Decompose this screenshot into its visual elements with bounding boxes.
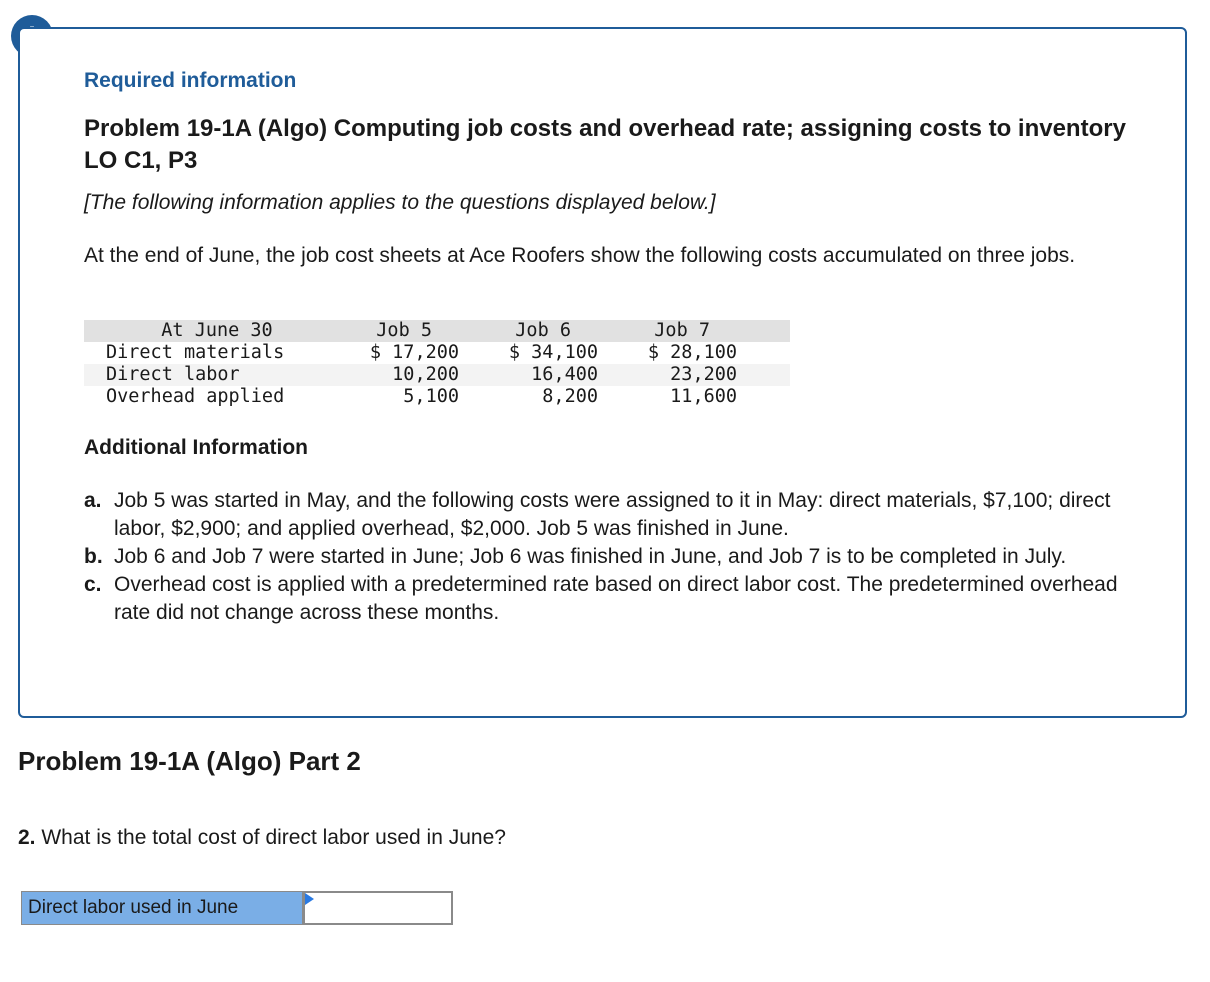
list-item-text: Overhead cost is applied with a predetermined rate based on direct labor cost. The predetermined overhead rate did not change across these months. [114,573,1118,624]
list-item-letter: b. [84,545,103,568]
row-label: Overhead applied [106,386,285,407]
table-header-row [84,320,790,342]
table-header-cell: Job 6 [515,320,571,341]
question-number: 2. [18,826,36,849]
table-cell: 16,400 [531,364,598,385]
table-header-cell: Job 5 [376,320,432,341]
row-label: Direct materials [106,342,285,363]
list-item [84,487,1154,543]
additional-information-heading: Additional Information [84,436,308,459]
table-cell: $ 28,100 [647,342,737,363]
part-title: Problem 19-1A (Algo) Part 2 [18,746,361,776]
intro-text: At the end of June, the job cost sheets at Ace Roofers show the following costs accumulated on three jobs. [84,244,1076,267]
table-cell: $ 34,100 [508,342,598,363]
table-cell: $ 17,200 [369,342,459,363]
required-information-heading: Required information [84,69,297,92]
table-header-cell: At June 30 [161,320,273,341]
list-item [84,543,1154,571]
answer-row [21,891,453,925]
required-information-panel [18,27,1187,718]
job-cost-table [84,320,790,408]
input-flag-icon [305,893,314,905]
answer-label: Direct labor used in June [21,891,303,925]
table-row [84,386,790,408]
list-item-text: Job 6 and Job 7 were started in June; Job 6 was finished in June, and Job 7 is to be completed in July. [114,545,1067,568]
table-cell: 5,100 [403,386,459,407]
table-cell: 10,200 [392,364,459,385]
answer-input-wrapper [303,891,453,925]
list-item [84,571,1154,627]
list-item-letter: c. [84,573,102,596]
table-header-cell: Job 7 [654,320,710,341]
table-row [84,342,790,364]
applies-note: [The following information applies to the questions displayed below.] [84,191,716,214]
problem-title: Problem 19-1A (Algo) Computing job costs and overhead rate; assigning costs to inventory LO C1, P3 [84,115,1126,174]
question-text: What is the total cost of direct labor used in June? [41,826,506,849]
question [18,826,506,850]
list-item-text: Job 5 was started in May, and the following costs were assigned to it in May: direct materials, $7,100; direct labor, $2,900; and applied overhead, $2,000. Job 5 was finished in June. [114,489,1111,540]
table-cell: 8,200 [542,386,598,407]
table-cell: 11,600 [670,386,737,407]
row-label: Direct labor [106,364,240,385]
additional-information-list [84,487,1154,627]
table-cell: 23,200 [670,364,737,385]
direct-labor-answer-input[interactable] [303,891,453,925]
table-row [84,364,790,386]
list-item-letter: a. [84,489,102,512]
